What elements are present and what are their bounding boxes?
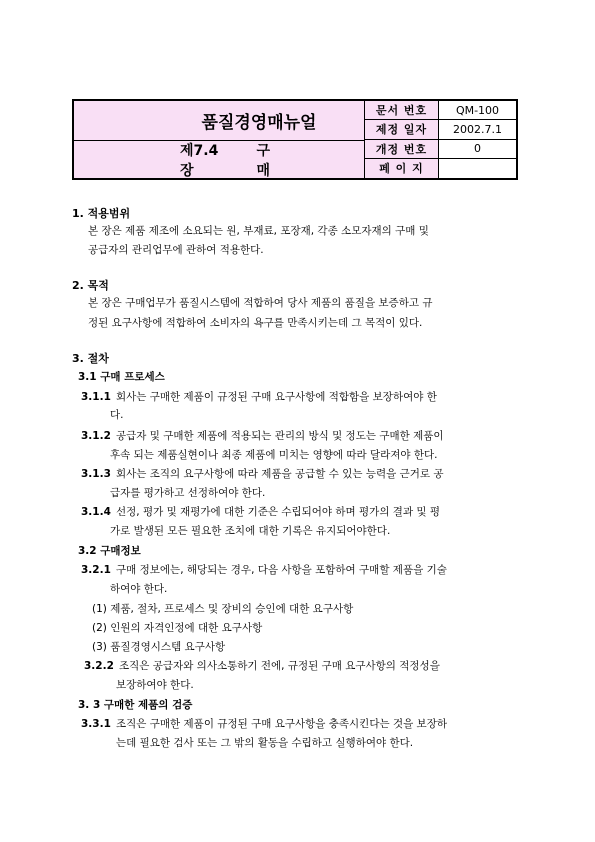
item-3-2-1-line-1: 구매 정보에는, 해당되는 경우, 다음 사항을 포함하여 구매할 제품을 기술 [116,564,447,576]
item-3-1-3-number: 3.1.3 [81,468,111,480]
subsection-3-1-heading: 3.1 구매 프로세스 [78,371,165,383]
item-3-1-2-line-1: 공급자 및 구매한 제품에 적용되는 관리의 방식 및 정도는 구매한 제품이 [116,430,444,442]
item-3-1-1-line-2: 다. [110,409,124,421]
section-2-line-1: 본 장은 구매업무가 품질시스템에 적합하여 당사 제품의 품질을 보증하고 규 [88,297,433,309]
item-3-2-2-line-1: 조직은 공급자와 의사소통하기 전에, 규정된 구매 요구사항의 적정성을 [119,660,440,672]
item-3-3-1-line-2: 는데 필요한 검사 또는 그 밖의 활동을 수립하고 실행하여야 한다. [116,737,414,749]
item-3-1-4-line-2: 가로 발생된 모든 필요한 조치에 대한 기록은 유지되어야한다. [110,525,391,537]
doc-number-label: 문서 번호 [365,101,439,120]
section-1-heading: 1. 적용범위 [72,207,131,220]
chapter-heading [74,141,365,178]
item-3-1-3-line-2: 급자를 평가하고 선정하여야 한다. [110,487,266,499]
section-1-line-2: 공급자의 관리업무에 관하여 적용한다. [88,244,264,256]
revision-number-value: 0 [439,140,516,159]
item-3-1-1-line-1: 회사는 구매한 제품이 규정된 구매 요구사항에 적합함을 보장하여야 한 [116,391,437,403]
page-value [439,159,516,178]
item-3-1-2-number: 3.1.2 [81,430,111,442]
section-1-line-1: 본 장은 제품 제조에 소요되는 원, 부재료, 포장재, 각종 소모자재의 구매 및 [88,225,429,237]
established-date-label: 제정 일자 [365,120,439,139]
established-date-value: 2002.7.1 [439,120,516,139]
section-2-heading: 2. 목적 [72,279,109,292]
chapter-number: 제7.4장 [180,142,219,179]
item-3-1-3-line-1: 회사는 조직의 요구사항에 따라 제품을 공급할 수 있는 능력을 근거로 공 [116,468,444,480]
section-3-heading: 3. 절차 [72,352,109,365]
doc-number-value: QM-100 [439,101,516,120]
item-3-2-1-number: 3.2.1 [81,564,111,576]
requirement-list-item-1: (1) 제품, 절차, 프로세스 및 장비의 승인에 대한 요구사항 [92,603,354,615]
revision-number-label: 개정 번호 [365,140,439,159]
requirement-list-item-3: (3) 품질경영시스템 요구사항 [92,641,226,653]
requirement-list-item-2: (2) 인원의 자격인정에 대한 요구사항 [92,622,263,634]
page-label: 페 이 지 [365,159,439,178]
item-3-3-1-line-1: 조직은 구매한 제품이 규정된 구매 요구사항을 충족시킨다는 것을 보장하 [116,718,447,730]
section-2-line-2: 정된 요구사항에 적합하여 소비자의 욕구를 만족시키는데 그 목적이 있다. [88,317,423,329]
item-3-3-1-number: 3.3.1 [81,718,111,730]
item-3-2-1-line-2: 하여야 한다. [110,583,168,595]
manual-title: 품질경영매뉴얼 [74,101,365,141]
item-3-1-4-number: 3.1.4 [81,506,111,518]
item-3-1-1-number: 3.1.1 [81,391,111,403]
chapter-name: 구매 [256,142,314,179]
item-3-2-2-line-2: 보장하여야 한다. [116,679,194,691]
subsection-3-3-heading: 3. 3 구매한 제품의 검증 [78,699,193,711]
item-3-1-4-line-1: 선정, 평가 및 재평가에 대한 기준은 수립되어야 하며 평가의 결과 및 평 [116,506,441,518]
item-3-1-2-line-2: 후속 되는 제품실현이나 최종 제품에 미치는 영향에 따라 달라져야 한다. [110,449,438,461]
item-3-2-2-number: 3.2.2 [84,660,114,672]
document-header-table [72,99,518,180]
subsection-3-2-heading: 3.2 구매정보 [78,545,141,557]
